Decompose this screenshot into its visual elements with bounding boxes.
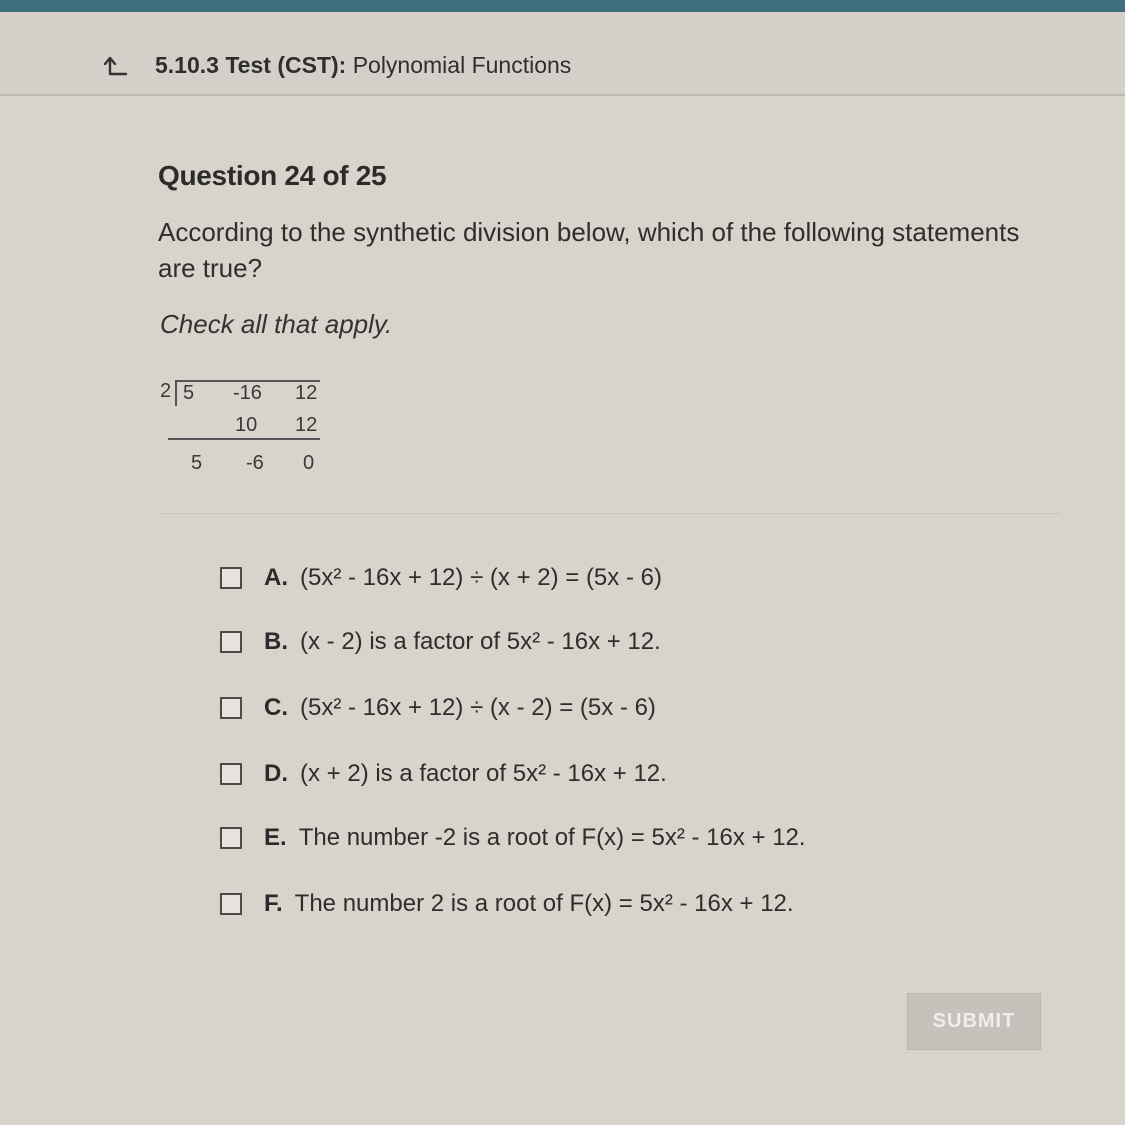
option-letter: C.: [264, 694, 288, 721]
topic-title: Polynomial Functions: [352, 52, 572, 78]
option-letter: B.: [264, 628, 288, 655]
submit-button[interactable]: SUBMIT: [907, 993, 1041, 1050]
checkbox[interactable]: [220, 763, 242, 785]
synthetic-division: [160, 376, 330, 476]
back-arrow-icon[interactable]: [100, 50, 130, 80]
synth-row2-cell: 10: [235, 414, 258, 436]
synth-result-cell: 0: [303, 452, 315, 474]
option-d[interactable]: [220, 754, 667, 794]
page-header: [0, 12, 1125, 96]
synth-row1-cell: 12: [295, 382, 318, 404]
lesson-code: 5.10.3: [155, 52, 219, 78]
option-text: (x - 2) is a factor of 5x² - 16x + 12.: [300, 628, 661, 655]
option-c[interactable]: [220, 688, 656, 728]
synth-result-cell: -6: [246, 452, 264, 474]
option-b[interactable]: [220, 622, 661, 662]
question-number: Question 24 of 25: [158, 160, 387, 191]
option-text: (x + 2) is a factor of 5x² - 16x + 12.: [300, 760, 667, 787]
checkbox[interactable]: [220, 631, 242, 653]
question-prompt: According to the synthetic division below, which of the following statements are true?: [158, 217, 1020, 283]
synth-row1-cell: 5: [183, 382, 195, 404]
option-letter: D.: [264, 760, 288, 787]
top-accent-bar: [0, 0, 1125, 12]
checkbox[interactable]: [220, 567, 242, 589]
synth-bracket-vertical: [175, 380, 177, 406]
checkbox[interactable]: [220, 827, 242, 849]
option-e[interactable]: [220, 818, 806, 858]
section-divider: [160, 513, 1060, 514]
synth-row1-cell: -16: [233, 382, 262, 404]
option-text: (5x² - 16x + 12) ÷ (x + 2) = (5x - 6): [300, 564, 662, 591]
synth-sum-line: [168, 438, 320, 440]
synth-divisor: 2: [160, 380, 172, 402]
option-text: (5x² - 16x + 12) ÷ (x - 2) = (5x - 6): [300, 694, 656, 721]
option-a[interactable]: [220, 558, 662, 598]
synth-row2-cell: 12: [295, 414, 318, 436]
page-title: [155, 52, 571, 79]
option-f[interactable]: [220, 884, 794, 924]
option-text: The number -2 is a root of F(x) = 5x² - 16x + 12.: [298, 824, 806, 851]
option-text: The number 2 is a root of F(x) = 5x² - 16x + 12.: [294, 890, 794, 917]
checkbox[interactable]: [220, 697, 242, 719]
test-label: Test (CST):: [225, 52, 347, 78]
option-letter: A.: [264, 564, 288, 591]
question-instruction: Check all that apply.: [160, 309, 393, 339]
synth-result-cell: 5: [191, 452, 203, 474]
option-letter: E.: [264, 824, 287, 851]
option-letter: F.: [264, 890, 283, 917]
checkbox[interactable]: [220, 893, 242, 915]
